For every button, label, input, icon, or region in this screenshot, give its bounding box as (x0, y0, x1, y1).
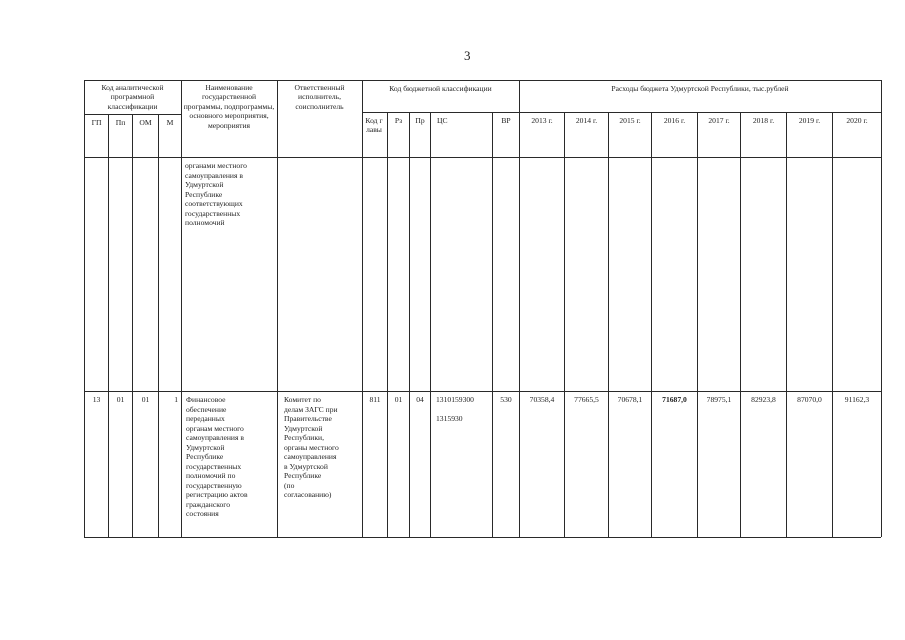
row1-name-line: полномочий (185, 218, 225, 227)
pp-value: 01 (116, 395, 125, 404)
pr-header: Пр (415, 116, 425, 125)
table-bottom-border (84, 537, 881, 538)
cs-header: ЦС (437, 116, 448, 125)
column-line (740, 112, 741, 537)
pp-header: Пп (115, 118, 126, 127)
row1-name-line: Республике (185, 189, 223, 199)
row2-name-line: самоуправления в (186, 433, 244, 442)
column-line (608, 112, 609, 537)
code-group-header: Код аналитической программной классификации (101, 83, 164, 111)
row2-resp-line: Комитет по (284, 395, 321, 404)
year-header: 2014 г. (575, 116, 598, 125)
row2-resp-line: Удмуртской (284, 423, 323, 433)
column-line (409, 112, 410, 537)
gp-value: 13 (92, 395, 101, 404)
expense-value: 77665,5 (574, 395, 599, 404)
row2-name-line: Республике (186, 452, 224, 461)
year-header: 2013 г. (531, 116, 553, 125)
year-header: 2018 г. (752, 116, 775, 125)
row2-resp-line: Республики, (284, 433, 324, 442)
column-line (181, 80, 182, 537)
column-line (132, 114, 133, 537)
expense-value: 91162,3 (844, 395, 870, 404)
om-header: ОМ (139, 118, 152, 127)
row2-name-line: состояния (186, 509, 219, 518)
column-line (158, 114, 159, 537)
row1-name-line: Удмуртской (185, 180, 224, 189)
row2-resp-line: в Удмуртской (284, 461, 328, 471)
row2-name-line: Удмуртской (186, 442, 225, 452)
row2-name-line: регистрацию актов (186, 490, 248, 499)
column-line (277, 80, 278, 537)
row1-name-line: самоуправления в (185, 170, 243, 180)
column-line (519, 80, 520, 537)
row1-name-line: государственных (185, 208, 241, 218)
column-line (786, 112, 787, 537)
year-header: 2017 г. (708, 116, 730, 125)
budget-code-group-header: Код бюджетной классификации (389, 84, 492, 93)
responsible-column-header: Ответственный исполнитель, соисполнитель (294, 83, 345, 111)
row2-name-line: обеспечение (186, 404, 227, 414)
expense-group-header: Расходы бюджета Удмуртской Республики, тыс.рублей (611, 84, 789, 93)
row1-name-line: соответствующих (185, 199, 243, 208)
gp-header: ГП (91, 118, 102, 127)
row2-resp-line: Республике (284, 471, 322, 480)
column-line (697, 112, 698, 537)
row2-name-line: государственную (186, 480, 242, 490)
row2-resp-line: самоуправления (284, 452, 337, 461)
column-line (108, 114, 109, 537)
row2-name-line: переданных (186, 414, 225, 423)
row2-name-line: полномочий по (186, 471, 236, 480)
row2-resp-line: согласованию) (284, 490, 332, 499)
expense-value: 82923,8 (751, 395, 776, 404)
cs-value-2: 1315930 (436, 414, 463, 423)
column-line (84, 80, 85, 537)
expense-value: 78975,1 (706, 395, 732, 404)
column-line (492, 112, 493, 537)
vr-value: 530 (500, 395, 512, 404)
rz-header: Рз (394, 116, 403, 125)
kod-glavy-header: Код главы (365, 116, 383, 135)
vr-header: ВР (501, 116, 511, 125)
row2-resp-line: органы местного (284, 442, 339, 452)
year-header: 2016 г. (663, 116, 686, 125)
expense-value: 71687,0 (662, 395, 687, 404)
expense-value: 87070,0 (797, 395, 822, 404)
column-line (564, 112, 565, 537)
row2-resp-line: Правительстве (284, 414, 332, 423)
header-bottom-line (84, 157, 881, 158)
pr-value: 04 (416, 395, 424, 404)
column-line (430, 112, 431, 537)
expense-value: 70678,1 (617, 395, 643, 404)
column-line (832, 112, 833, 537)
row2-name-line: гражданского (186, 499, 231, 509)
row2-resp-line: (по (284, 480, 295, 490)
row-separator-line (84, 391, 881, 392)
m-header: М (166, 118, 174, 127)
row2-name-line: государственных (186, 461, 242, 471)
m-value: 1 (174, 395, 178, 404)
rz-value: 01 (394, 395, 403, 404)
cs-value: 1310159300 (436, 395, 474, 404)
column-line (651, 112, 652, 537)
om-value: 01 (141, 395, 150, 404)
row2-name-line: органам местного (186, 423, 244, 433)
header-divider-line (362, 112, 881, 113)
year-header: 2019 г. (798, 116, 821, 125)
page-number: 3 (464, 48, 471, 63)
row2-name-line: Финансовое (186, 395, 226, 404)
row2-resp-line: делам ЗАГС при (284, 404, 338, 414)
name-column-header: Наименование государственной программы, подпрограммы, основного мероприятия, мероприятия (183, 83, 275, 130)
column-line (881, 80, 882, 537)
column-line (362, 80, 363, 537)
expense-value: 70358,4 (529, 395, 555, 404)
row1-name-line: органами местного (185, 161, 247, 170)
kod-glavy-value: 811 (369, 395, 381, 404)
column-line (387, 112, 388, 537)
table-top-border (84, 80, 881, 81)
year-header: 2020 г. (846, 116, 868, 125)
year-header: 2015 г. (619, 116, 641, 125)
